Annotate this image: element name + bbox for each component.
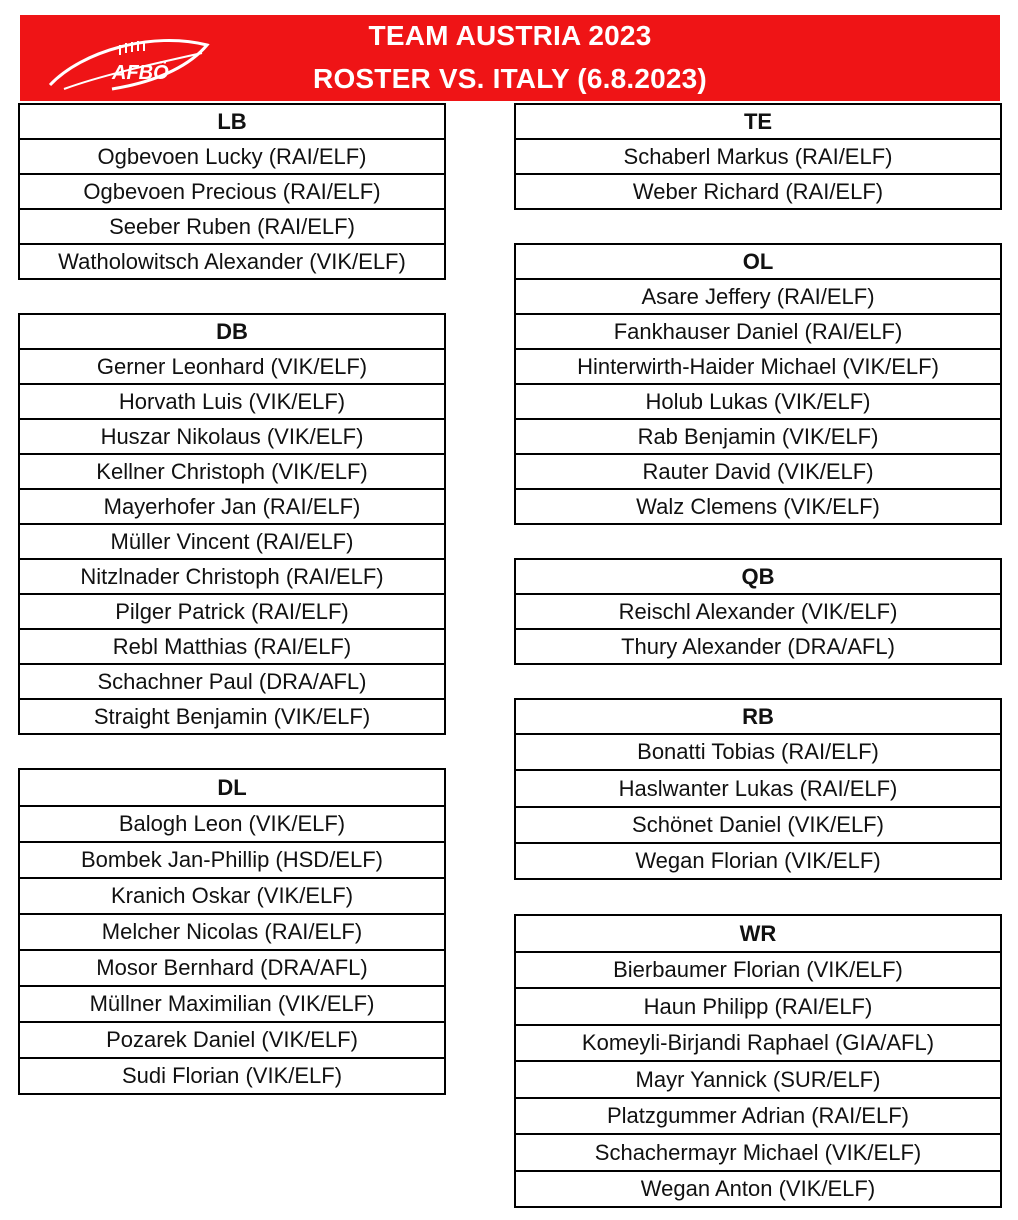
player-row: Huszar Nikolaus (VIK/ELF)	[19, 419, 445, 454]
player-row: Bierbaumer Florian (VIK/ELF)	[515, 952, 1001, 988]
player-row: Hinterwirth-Haider Michael (VIK/ELF)	[515, 349, 1001, 384]
player-row: Ogbevoen Precious (RAI/ELF)	[19, 174, 445, 209]
group-table-qb	[514, 558, 1002, 665]
player-row: Haslwanter Lukas (RAI/ELF)	[515, 770, 1001, 807]
banner-title-line1: TEAM AUSTRIA 2023	[368, 20, 652, 51]
player-row: Nitzlnader Christoph (RAI/ELF)	[19, 559, 445, 594]
group-table-dl	[18, 768, 446, 1095]
player-row: Ogbevoen Lucky (RAI/ELF)	[19, 139, 445, 174]
player-row: Müllner Maximilian (VIK/ELF)	[19, 986, 445, 1022]
group-title-rb: RB	[515, 699, 1001, 734]
player-row: Melcher Nicolas (RAI/ELF)	[19, 914, 445, 950]
player-row: Mosor Bernhard (DRA/AFL)	[19, 950, 445, 986]
player-row: Pilger Patrick (RAI/ELF)	[19, 594, 445, 629]
group-title-ol: OL	[515, 244, 1001, 279]
player-row: Schönet Daniel (VIK/ELF)	[515, 807, 1001, 843]
group-table-lb	[18, 103, 446, 280]
player-row: Reischl Alexander (VIK/ELF)	[515, 594, 1001, 629]
player-row: Schaberl Markus (RAI/ELF)	[515, 139, 1001, 174]
group-table-wr	[514, 914, 1002, 1208]
player-row: Pozarek Daniel (VIK/ELF)	[19, 1022, 445, 1058]
player-row: Rab Benjamin (VIK/ELF)	[515, 419, 1001, 454]
group-table-te	[514, 103, 1002, 210]
player-row: Rebl Matthias (RAI/ELF)	[19, 629, 445, 664]
player-row: Schachner Paul (DRA/AFL)	[19, 664, 445, 699]
player-row: Watholowitsch Alexander (VIK/ELF)	[19, 244, 445, 279]
player-row: Gerner Leonhard (VIK/ELF)	[19, 349, 445, 384]
player-row: Bonatti Tobias (RAI/ELF)	[515, 734, 1001, 770]
player-row: Walz Clemens (VIK/ELF)	[515, 489, 1001, 524]
player-row: Sudi Florian (VIK/ELF)	[19, 1058, 445, 1094]
player-row: Haun Philipp (RAI/ELF)	[515, 988, 1001, 1025]
player-row: Bombek Jan-Phillip (HSD/ELF)	[19, 842, 445, 878]
group-title-te: TE	[515, 104, 1001, 139]
player-row: Wegan Florian (VIK/ELF)	[515, 843, 1001, 879]
player-row: Balogh Leon (VIK/ELF)	[19, 806, 445, 842]
group-table-ol	[514, 243, 1002, 525]
title-banner	[20, 15, 1000, 101]
player-row: Horvath Luis (VIK/ELF)	[19, 384, 445, 419]
player-row: Holub Lukas (VIK/ELF)	[515, 384, 1001, 419]
player-row: Mayerhofer Jan (RAI/ELF)	[19, 489, 445, 524]
player-row: Wegan Anton (VIK/ELF)	[515, 1171, 1001, 1207]
player-row: Müller Vincent (RAI/ELF)	[19, 524, 445, 559]
player-row: Seeber Ruben (RAI/ELF)	[19, 209, 445, 244]
banner-title-line2: ROSTER VS. ITALY (6.8.2023)	[313, 63, 707, 94]
svg-text:AFBÖ: AFBÖ	[112, 62, 169, 84]
player-row: Thury Alexander (DRA/AFL)	[515, 629, 1001, 664]
player-row: Fankhauser Daniel (RAI/ELF)	[515, 314, 1001, 349]
group-title-wr: WR	[515, 915, 1001, 952]
player-row: Platzgummer Adrian (RAI/ELF)	[515, 1098, 1001, 1134]
player-row: Kellner Christoph (VIK/ELF)	[19, 454, 445, 489]
group-table-db	[18, 313, 446, 735]
player-row: Rauter David (VIK/ELF)	[515, 454, 1001, 489]
player-row: Komeyli-Birjandi Raphael (GIA/AFL)	[515, 1025, 1001, 1061]
group-title-lb: LB	[19, 104, 445, 139]
player-row: Asare Jeffery (RAI/ELF)	[515, 279, 1001, 314]
player-row: Straight Benjamin (VIK/ELF)	[19, 699, 445, 734]
group-table-rb	[514, 698, 1002, 880]
player-row: Kranich Oskar (VIK/ELF)	[19, 878, 445, 914]
player-row: Schachermayr Michael (VIK/ELF)	[515, 1134, 1001, 1171]
group-title-dl: DL	[19, 769, 445, 806]
player-row: Mayr Yannick (SUR/ELF)	[515, 1061, 1001, 1098]
player-row: Weber Richard (RAI/ELF)	[515, 174, 1001, 209]
group-title-db: DB	[19, 314, 445, 349]
group-title-qb: QB	[515, 559, 1001, 594]
